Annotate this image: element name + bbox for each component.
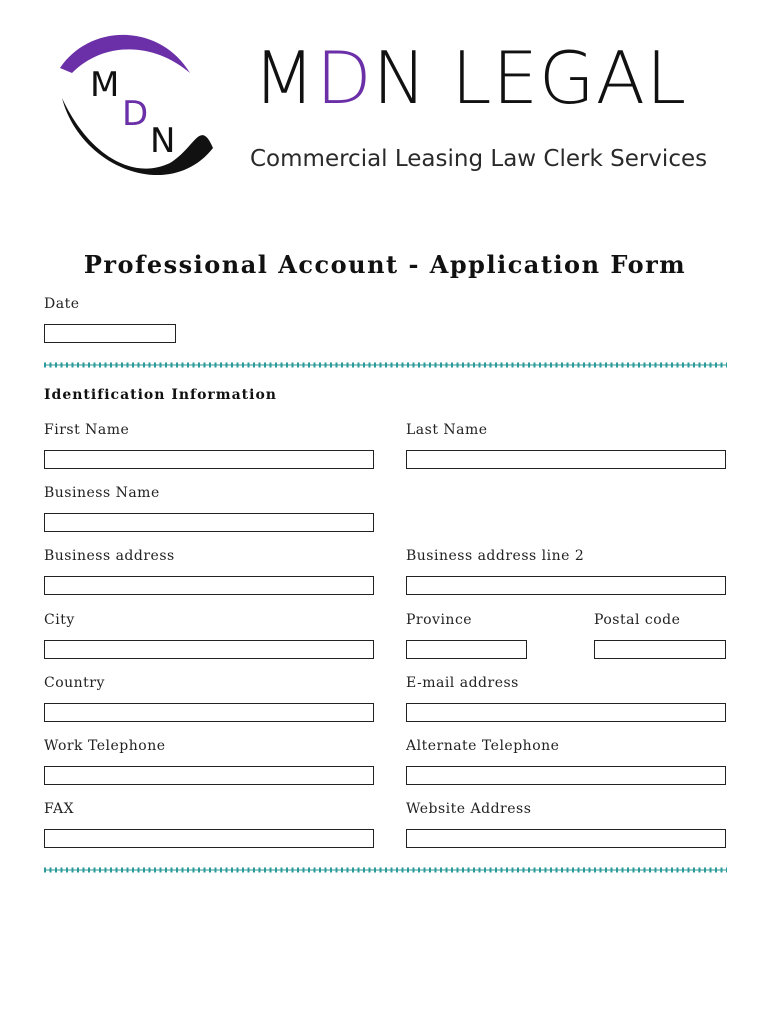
email-field[interactable]: [406, 703, 726, 722]
logo-letter-d: D: [122, 94, 149, 134]
first-name-field[interactable]: [44, 450, 374, 469]
business-address-label: Business address: [44, 548, 175, 564]
divider-top: [44, 360, 727, 370]
email-label: E-mail address: [406, 675, 519, 691]
fax-label: FAX: [44, 801, 75, 817]
logo-letter-n: N: [150, 121, 176, 161]
divider-bottom: [44, 865, 727, 875]
last-name-field[interactable]: [406, 450, 726, 469]
work-telephone-label: Work Telephone: [44, 738, 166, 754]
business-address-2-field[interactable]: [406, 576, 726, 595]
mdn-logo: [50, 28, 220, 193]
business-address-field[interactable]: [44, 576, 374, 595]
work-telephone-field[interactable]: [44, 766, 374, 785]
brand-name: MDN LEGAL: [253, 36, 688, 120]
first-name-label: First Name: [44, 422, 130, 438]
date-label: Date: [44, 296, 80, 312]
alternate-telephone-field[interactable]: [406, 766, 726, 785]
website-field[interactable]: [406, 829, 726, 848]
city-field[interactable]: [44, 640, 374, 659]
alternate-telephone-label: Alternate Telephone: [406, 738, 560, 754]
business-name-field[interactable]: [44, 513, 374, 532]
business-address-2-label: Business address line 2: [406, 548, 585, 564]
brand-tagline: Commercial Leasing Law Clerk Services: [250, 146, 708, 172]
form-title: Professional Account - Application Form: [83, 250, 687, 279]
city-label: City: [44, 612, 75, 628]
province-field[interactable]: [406, 640, 527, 659]
postal-code-label: Postal code: [594, 612, 681, 628]
country-field[interactable]: [44, 703, 374, 722]
section-title: Identification Information: [44, 387, 277, 403]
date-field[interactable]: [44, 324, 176, 343]
logo-letter-m: M: [90, 65, 120, 105]
website-label: Website Address: [406, 801, 532, 817]
business-name-label: Business Name: [44, 485, 160, 501]
country-label: Country: [44, 675, 105, 691]
postal-code-field[interactable]: [594, 640, 726, 659]
province-label: Province: [406, 612, 473, 628]
fax-field[interactable]: [44, 829, 374, 848]
last-name-label: Last Name: [406, 422, 488, 438]
